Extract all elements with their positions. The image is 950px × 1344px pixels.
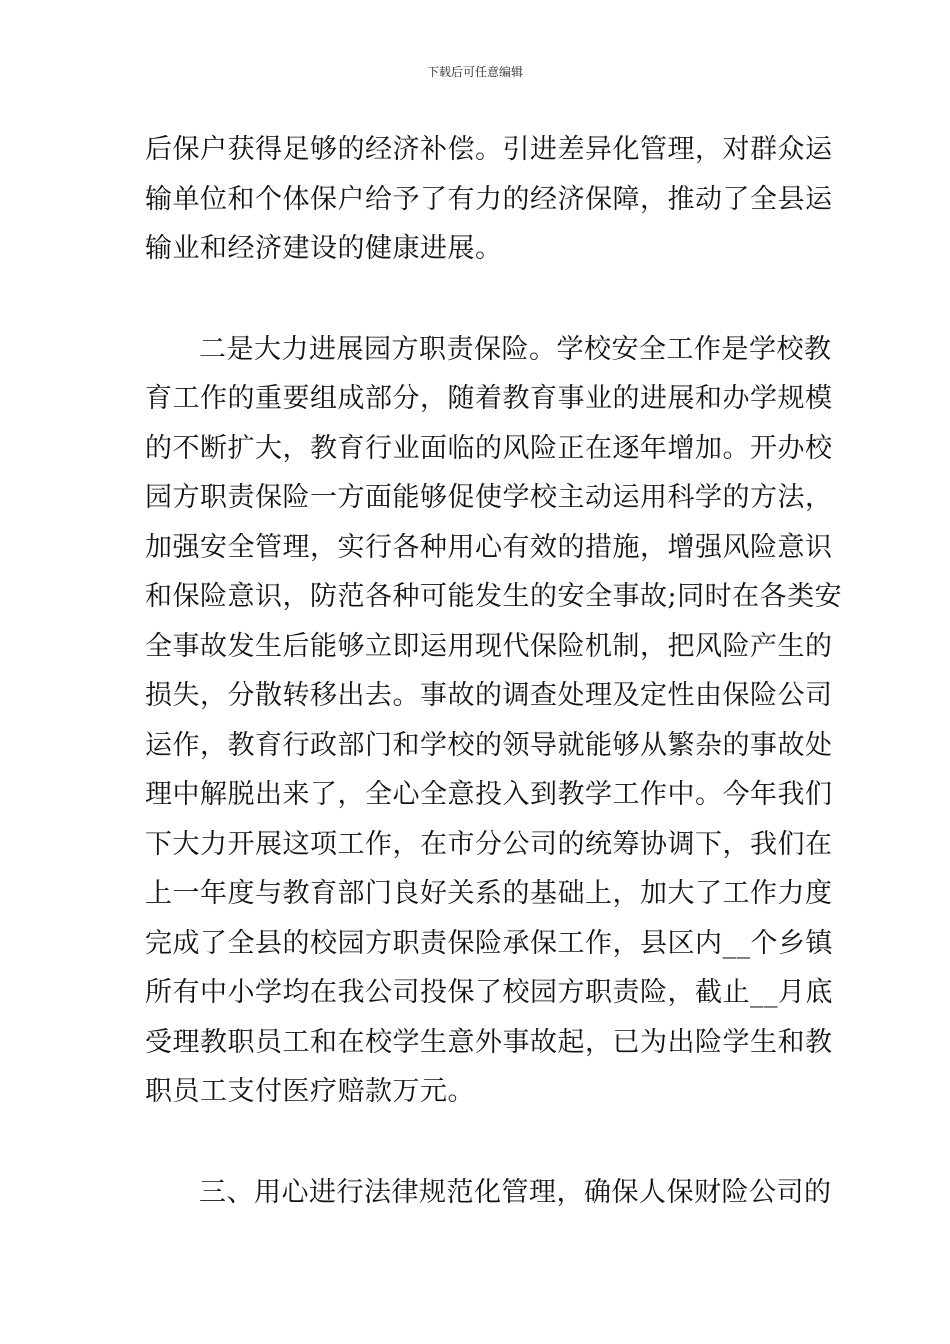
- text-line: 加强安全管理，实行各种用心有效的措施，增强风险意识: [145, 532, 833, 563]
- text-line: 和保险意识，防范各种可能发生的安全事故;同时在各类安: [145, 581, 843, 612]
- text-line: 理中解脱出来了，全心全意投入到教学工作中。今年我们: [145, 779, 833, 810]
- text-line: 损失，分散转移出去。事故的调查处理及定性由保险公司: [145, 680, 833, 711]
- text-line: 育工作的重要组成部分，随着教育事业的进展和办学规模: [145, 383, 833, 414]
- text-line: 园方职责保险一方面能够促使学校主动运用科学的方法，: [145, 482, 833, 513]
- text-line: 全事故发生后能够立即运用现代保险机制，把风险产生的: [145, 631, 833, 662]
- text-line: 后保户获得足够的经济补偿。引进差异化管理，对群众运: [145, 134, 833, 165]
- text-line: 输业和经济建设的健康进展。: [145, 233, 503, 264]
- text-line: 的不断扩大，教育行业面临的风险正在逐年增加。开办校: [145, 433, 833, 464]
- text-line: 运作，教育行政部门和学校的领导就能够从繁杂的事故处: [145, 730, 833, 761]
- text-line: 下大力开展这项工作，在市分公司的统筹协调下，我们在: [145, 829, 833, 860]
- page-header: 下载后可任意编辑: [426, 65, 523, 79]
- text-line: 所有中小学均在我公司投保了校园方职责险，截止__月底: [145, 977, 833, 1008]
- text-line: 职员工支付医疗赔款万元。: [145, 1076, 475, 1107]
- text-line: 受理教职员工和在校学生意外事故起，已为出险学生和教: [145, 1027, 833, 1058]
- text-line: 上一年度与教育部门良好关系的基础上，加大了工作力度: [145, 878, 833, 909]
- text-line: 二是大力进展园方职责保险。学校安全工作是学校教: [199, 334, 832, 365]
- text-line: 完成了全县的校园方职责保险承保工作，县区内__个乡镇: [145, 928, 833, 959]
- text-line: 输单位和个体保户给予了有力的经济保障，推动了全县运: [145, 184, 833, 215]
- text-line: 三、用心进行法律规范化管理，确保人保财险公司的: [199, 1177, 832, 1208]
